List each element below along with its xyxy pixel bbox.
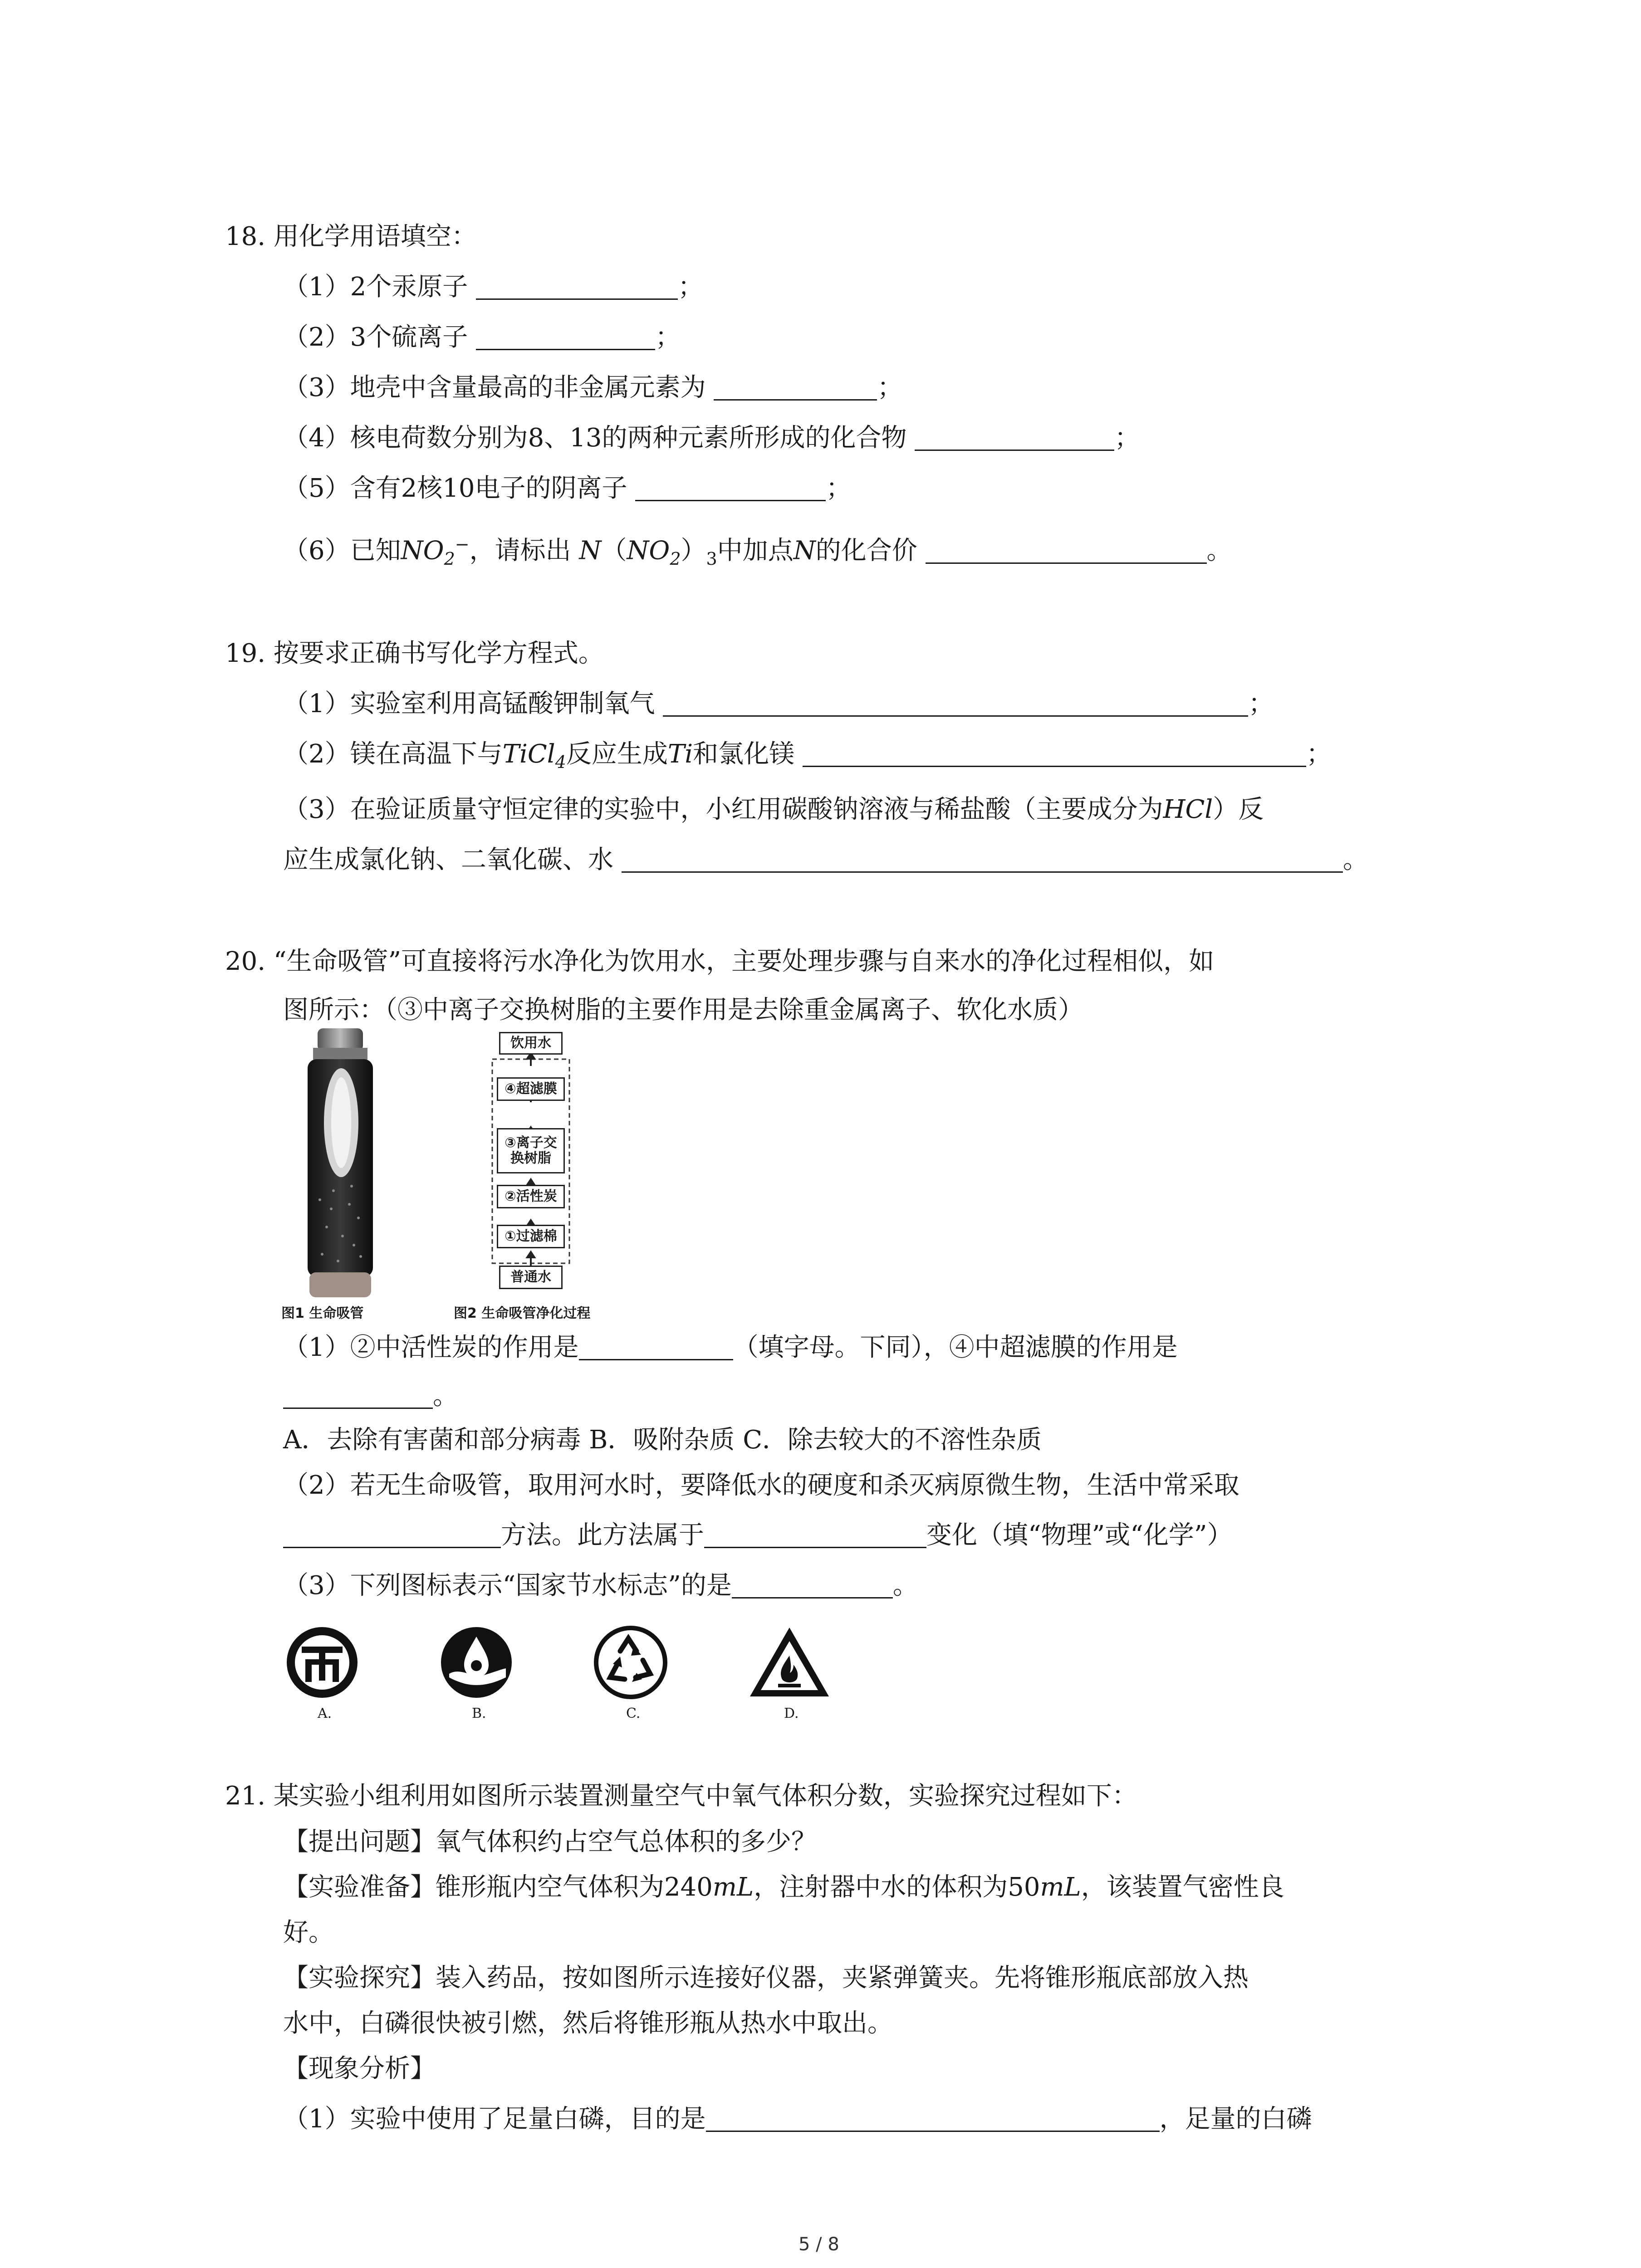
q20-options: A．去除有害菌和部分病毒 B．吸附杂质 C．除去较大的不溶性杂质 (283, 1425, 1042, 1455)
q18-stem: 18. 用化学用语填空： (225, 222, 477, 251)
q18-item2: （2）3个硫离子 ； (283, 323, 681, 352)
q21-stem: 21. 某实验小组利用如图所示装置测量空气中氧气体积分数，实验探究过程如下： (225, 1781, 1137, 1811)
flow-ordinary-water: 普通水 (499, 1266, 563, 1289)
answer-blank[interactable] (622, 848, 1343, 873)
q20-item1: （1）②中活性炭的作用是 （填字母。下同），④中超滤膜的作用是 (283, 1333, 1178, 1362)
answer-blank[interactable] (915, 426, 1114, 451)
q19-stem: 19. 按要求正确书写化学方程式。 (225, 639, 604, 668)
q20-stem-line1: 20. “生命吸管”可直接将污水净化为饮用水，主要处理步骤与自来水的净化过程相似，如 (225, 947, 1215, 976)
flow-step4-ultrafiltration: ④超滤膜 (497, 1077, 565, 1101)
q21-prep-line1: 【实验准备】锥形瓶内空气体积为240mL，注射器中水的体积为50mL，该装置气密性良 (283, 1872, 1284, 1902)
icon-label-a: A. (318, 1706, 332, 1721)
q18-item5: （5）含有2核10电子的阴离子 ； (283, 474, 852, 503)
recycle-icon[interactable] (592, 1624, 669, 1701)
flow-drinking-water: 饮用水 (499, 1032, 563, 1055)
q19-item3-line2: 应生成氯化钠、二氧化碳、水 。 (283, 845, 1368, 875)
q20-stem-line2: 图所示：（③中离子交换树脂的主要作用是去除重金属离子、软化水质） (283, 995, 1083, 1025)
q20-item3: （3）下列图标表示“国家节水标志”的是 。 (283, 1571, 918, 1600)
answer-blank[interactable] (714, 376, 877, 401)
answer-blank[interactable] (704, 1523, 926, 1548)
q18-item4: （4）核电荷数分别为8、13的两种元素所形成的化合物 ； (283, 423, 1140, 453)
flow-step2-activated-carbon: ②活性炭 (497, 1185, 565, 1208)
q21-prep-line2: 好。 (283, 1918, 334, 1947)
answer-blank[interactable] (283, 1523, 501, 1548)
q18-item6: （6）已知$NO_2^-$，请标出 $N(NO_2)_3$中加点N的化合价 。 (283, 534, 1232, 569)
icon-label-d: D. (784, 1706, 799, 1721)
water-drop-hand-icon[interactable] (438, 1624, 515, 1701)
q19-item1: （1）实验室利用高锰酸钾制氧气 ； (283, 689, 1274, 719)
q21-explore-line2: 水中，白磷很快被引燃，然后将锥形瓶从热水中取出。 (283, 2009, 893, 2038)
q21-question: 【提出问题】氧气体积约占空气总体积的多少？ (283, 1827, 817, 1857)
figure1-caption: 图1 生命吸管 (281, 1305, 364, 1321)
icon-label-c: C. (626, 1706, 641, 1721)
q19-item3-line1: （3）在验证质量守恒定律的实验中，小红用碳酸钠溶液与稀盐酸（主要成分为HCl）反 (283, 795, 1264, 824)
answer-blank[interactable] (803, 742, 1306, 767)
answer-blank[interactable] (926, 539, 1207, 564)
q20-item2-line1: （2）若无生命吸管，取用河水时，要降低水的硬度和杀灭病原微生物，生活中常采取 (283, 1471, 1239, 1500)
q18-item3: （3）地壳中含量最高的非金属元素为 ； (283, 373, 903, 402)
answer-blank[interactable] (663, 692, 1248, 717)
page-number: 5 / 8 (798, 2234, 839, 2255)
answer-blank[interactable] (476, 325, 655, 350)
q21-item1: （1）实验中使用了足量白磷，目的是 ，足量的白磷 (283, 2104, 1312, 2134)
answer-blank[interactable] (579, 1335, 733, 1360)
answer-blank[interactable] (706, 2107, 1160, 2132)
icon-label-b: B. (472, 1706, 486, 1721)
answer-blank[interactable] (283, 1384, 433, 1409)
water-saving-emblem-icon[interactable] (284, 1624, 361, 1701)
q21-explore-line1: 【实验探究】装入药品，按如图所示连接好仪器，夹紧弹簧夹。先将锥形瓶底部放入热 (283, 1963, 1249, 1993)
flammable-warning-icon[interactable] (746, 1624, 833, 1701)
figure2-caption: 图2 生命吸管净化过程 (454, 1305, 591, 1321)
flow-step3-ion-exchange: ③离子交 换树脂 (497, 1128, 565, 1173)
q18-item1: （1）2个汞原子 ； (283, 272, 704, 302)
flow-step1-filter-cotton: ①过滤棉 (497, 1225, 565, 1248)
q20-item1-cont: 。 (283, 1380, 458, 1412)
q21-analysis: 【现象分析】 (283, 2054, 436, 2083)
q20-item2-line2: 方法。此方法属于 变化（填“物理”或“化学”） (283, 1520, 1233, 1551)
q19-item2: （2）镁在高温下与TiCl$_4$反应生成Ti和氯化镁 ； (283, 739, 1332, 772)
answer-blank[interactable] (732, 1574, 893, 1598)
answer-blank[interactable] (635, 476, 826, 501)
life-straw-photo (299, 1027, 381, 1300)
answer-blank[interactable] (476, 275, 678, 300)
